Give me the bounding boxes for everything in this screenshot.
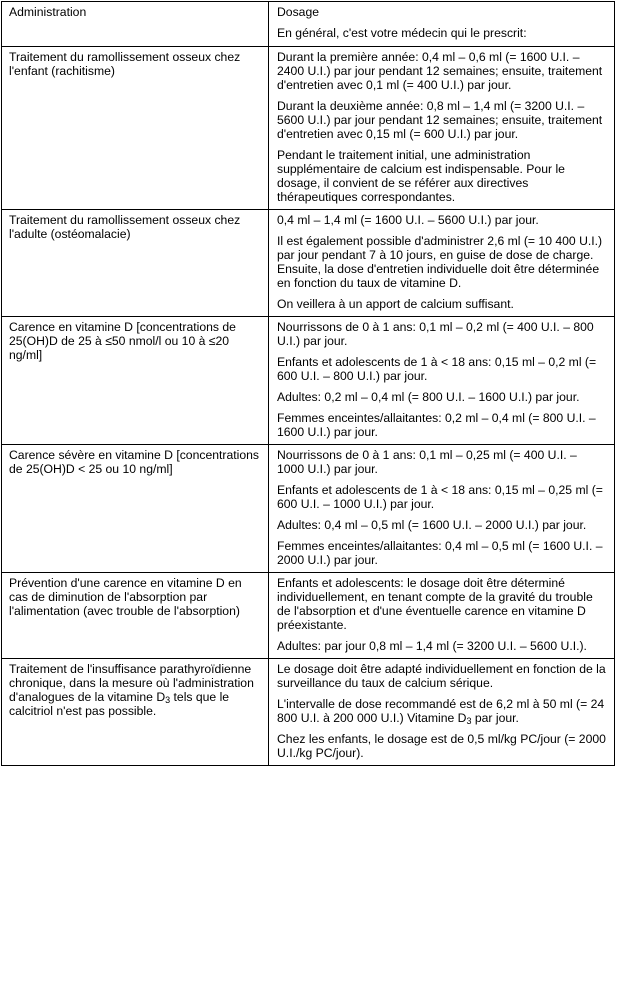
dosage-paragraph: Femmes enceintes/allaitantes: 0,2 ml – 0,4 ml (= 800 U.I. – 1600 U.I.) par jour. [277,411,596,439]
table-header-row [2,2,615,47]
dosage-paragraph: Chez les enfants, le dosage est de 0,5 ml/kg PC/jour (= 2000 U.I./kg PC/jour). [277,732,606,760]
dosage-paragraph: 0,4 ml – 1,4 ml (= 1600 U.I. – 5600 U.I.) par jour. [277,213,539,227]
dosage-paragraph: Nourrissons de 0 à 1 ans: 0,1 ml – 0,25 ml (= 400 U.I. – 1000 U.I.) par jour. [277,448,577,476]
header-dosage-note: En général, c'est votre médecin qui le prescrit: [277,26,527,40]
dosage-paragraph: Adultes: 0,2 ml – 0,4 ml (= 800 U.I. – 1600 U.I.) par jour. [277,390,580,404]
dosage-paragraph: Durant la deuxième année: 0,8 ml – 1,4 ml (= 3200 U.I. – 5600 U.I.) par jour pendant 12 semaines; ensuite, traitement d'entretien avec 0,15 ml (= 600 U.I.) par jour. [277,99,603,141]
dosage-paragraph: Femmes enceintes/allaitantes: 0,4 ml – 0,5 ml (= 1600 U.I. – 2000 U.I.) par jour. [277,539,603,567]
dosage-paragraph: Adultes: par jour 0,8 ml – 1,4 ml (= 3200 U.I. – 5600 U.I.). [277,639,587,653]
table-row [2,573,615,659]
dosage-paragraph: Pendant le traitement initial, une administration supplémentaire de calcium est indispensable. Pour le dosage, il convient de se référer aux directives thérapeutiques correspondantes. [277,148,565,204]
indication-cell: Carence sévère en vitamine D [concentrations de 25(OH)D < 25 ou 10 ng/ml] [2,445,269,573]
table-row [2,659,615,766]
indication-cell: Traitement du ramollissement osseux chez l'enfant (rachitisme) [2,47,269,210]
dosage-cell [269,317,615,445]
dosage-paragraph: Nourrissons de 0 à 1 ans: 0,1 ml – 0,2 ml (= 400 U.I. – 800 U.I.) par jour. [277,320,594,348]
table-row [2,210,615,317]
dosage-paragraph: Enfants et adolescents: le dosage doit être déterminé individuellement, en tenant compte de la gravité du trouble de l'absorption et d'une éventuelle carence en vitamine D préexistante. [277,576,593,632]
indication-cell [2,659,269,766]
header-dosage [269,2,615,47]
table-row [2,47,615,210]
dosage-cell [269,445,615,573]
dosage-cell [269,573,615,659]
dosage-paragraph: On veillera à un apport de calcium suffisant. [277,297,514,311]
dosage-paragraph: Adultes: 0,4 ml – 0,5 ml (= 1600 U.I. – 2000 U.I.) par jour. [277,518,587,532]
subscript: 3 [165,695,171,705]
dosage-cell [269,210,615,317]
dosage-paragraph: Il est également possible d'administrer 2,6 ml (= 10 400 U.I.) par jour pendant 7 à 10 jours, en guise de dose de charge. Ensuite, la dose d'entretien individuelle doit être déterminée en fonction du taux de vitamine D. [277,234,603,290]
dosage-text: par jour. [471,711,519,725]
dosage-paragraph: Enfants et adolescents de 1 à < 18 ans: 0,15 ml – 0,25 ml (= 600 U.I. – 1000 U.I.) par jour. [277,483,603,511]
dosage-paragraph: Le dosage doit être adapté individuellement en fonction de la surveillance du taux de calcium sérique. [277,662,606,690]
indication-cell: Carence en vitamine D [concentrations de 25(OH)D de 25 à ≤50 nmol/l ou 10 à ≤20 ng/ml] [2,317,269,445]
dosage-paragraph: Durant la première année: 0,4 ml – 0,6 ml (= 1600 U.I. – 2400 U.I.) par jour pendant 12 semaines; ensuite, traitement d'entretien avec 0,1 ml (= 400 U.I.) par jour. [277,50,603,92]
dosage-table [1,1,615,766]
subscript: 3 [466,716,472,726]
header-dosage-title: Dosage [277,5,320,19]
dosage-cell [269,659,615,766]
indication-text: tels que le calcitriol n'est pas possible. [9,690,230,718]
table-row [2,445,615,573]
dosage-paragraph [277,697,606,725]
indication-text: Traitement de l'insuffisance parathyroïdienne chronique, dans la mesure où l'administration d'analogues de la vitamine D [9,662,254,704]
dosage-text: L'intervalle de dose recommandé est de 6,2 ml à 50 ml (= 24 800 U.I. à 200 000 U.I.) Vitamine D [277,697,605,725]
table-row [2,317,615,445]
indication-cell: Traitement du ramollissement osseux chez l'adulte (ostéomalacie) [2,210,269,317]
dosage-paragraph: Enfants et adolescents de 1 à < 18 ans: 0,15 ml – 0,2 ml (= 600 U.I. – 800 U.I.) par jour. [277,355,597,383]
header-administration-label: Administration [9,5,87,19]
header-administration [2,2,269,47]
dosage-cell [269,47,615,210]
indication-cell: Prévention d'une carence en vitamine D en cas de diminution de l'absorption par l'alimentation (avec trouble de l'absorption) [2,573,269,659]
